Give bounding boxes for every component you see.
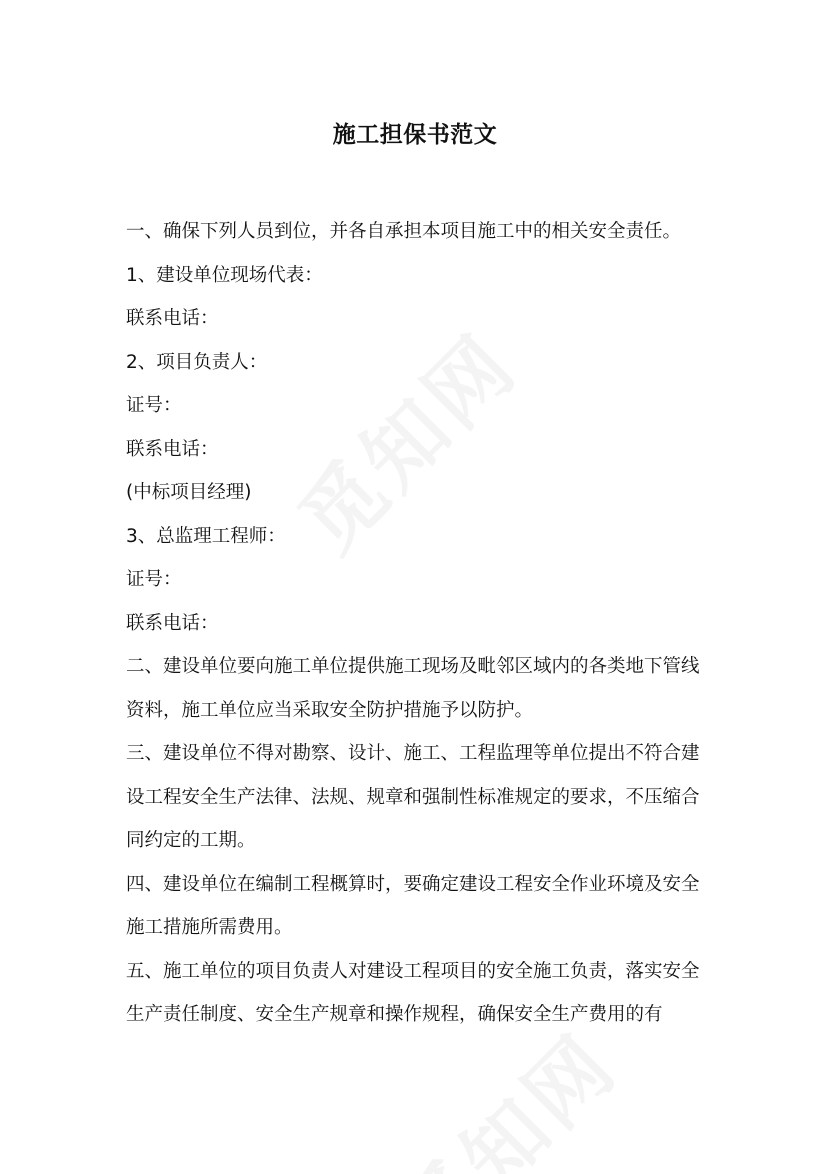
- paragraph: 联系电话：: [126, 438, 219, 460]
- document-body: [126, 210, 716, 1037]
- paragraph: 3、总监理工程师：: [126, 525, 286, 547]
- paragraph: 2、项目负责人：: [126, 351, 268, 373]
- paragraph: 四、建设单位在编制工程概算时，要确定建设工程安全作业环境及安全施工措施所需费用。: [126, 873, 700, 938]
- paragraph: (中标项目经理): [126, 482, 252, 503]
- paragraph: 1、建设单位现场代表：: [126, 264, 323, 286]
- document-title: 施工担保书范文: [332, 122, 498, 148]
- paragraph: 五、施工单位的项目负责人对建设工程项目的安全施工负责，落实安全生产责任制度、安全生产规章和操作规程，确保安全生产费用的有: [126, 960, 700, 1025]
- paragraph: 证号：: [126, 395, 182, 416]
- paragraph: 二、建设单位要向施工单位提供施工现场及毗邻区域内的各类地下管线资料，施工单位应当采取安全防护措施予以防护。: [126, 656, 700, 721]
- paragraph: 联系电话：: [126, 612, 219, 634]
- paragraph: 三、建设单位不得对勘察、设计、施工、工程监理等单位提出不符合建设工程安全生产法律、法规、规章和强制性标准规定的要求，不压缩合同约定的工期。: [126, 743, 700, 851]
- paragraph: 一、确保下列人员到位，并各自承担本项目施工中的相关安全责任。: [126, 221, 682, 242]
- paragraph: 证号：: [126, 569, 182, 590]
- paragraph: 联系电话：: [126, 308, 219, 329]
